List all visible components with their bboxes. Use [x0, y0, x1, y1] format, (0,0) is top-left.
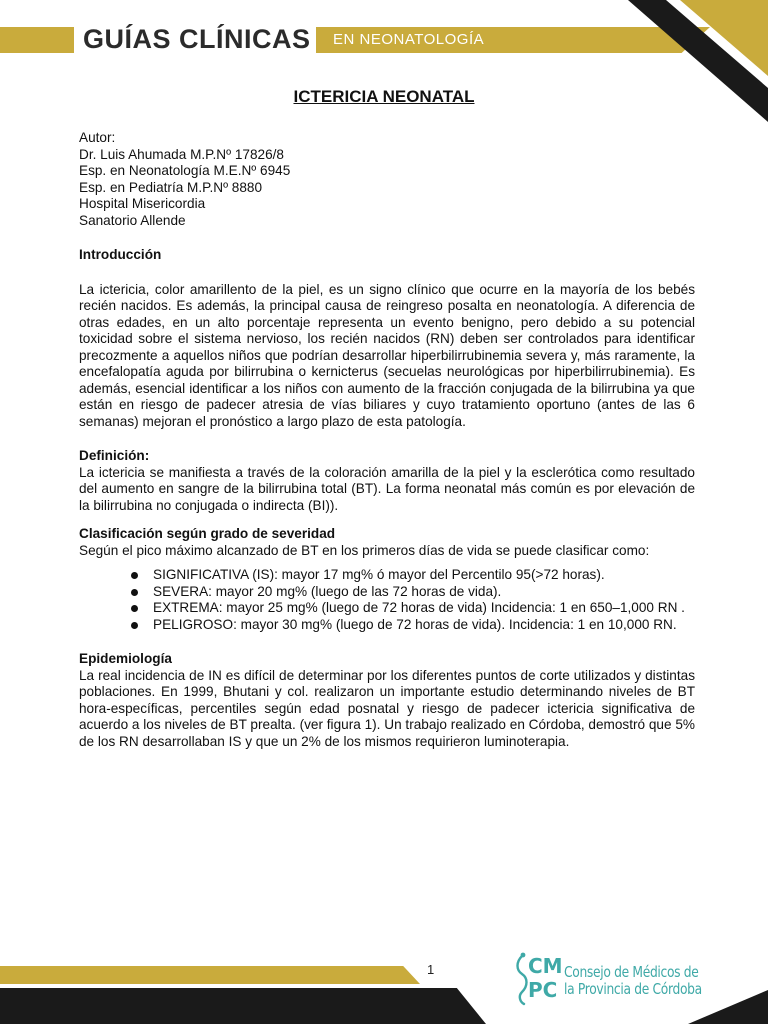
epidemiology-paragraph: La real incidencia de IN es difícil de determinar por los diferentes puntos de corte utilizados y distintas poblaciones. En 1999, Bhutani y col. realizaron un importante estudio determinando niveles de BT hora-específicas, percentiles según edad posnatal y riesgo de padecer ictericia significativa de acuerdo a los niveles de BT prealta. (ver figura 1). Un trabajo realizado en Córdoba, demostró que 5% de los RN desarrollaban IS y que un 2% de los mismos requirieron luminoterapia. — [79, 667, 695, 749]
definition-paragraph: La ictericia se manifiesta a través de la coloración amarilla de la piel y la esclerótica como resultado del aumento en sangre de la bilirrubina total (BT). La forma neonatal más común es por elevación de la bilirrubina no conjugada o indirecta (BI)). — [79, 464, 695, 513]
list-item-text: SIGNIFICATIVA (IS): mayor 17 mg% ó mayor del Percentilo 95(>72 horas). — [153, 567, 605, 582]
author-line: Esp. en Neonatología M.E.Nº 6945 — [79, 163, 291, 178]
page-number: 1 — [427, 962, 435, 977]
list-item — [131, 584, 686, 601]
bullet-icon — [131, 605, 138, 612]
author-block — [79, 130, 695, 229]
council-logo — [508, 950, 708, 1008]
author-label: Autor: — [79, 130, 116, 145]
footer-black-band — [0, 988, 486, 1024]
list-item-text: SEVERA: mayor 20 mg% (luego de las 72 horas de vida). — [153, 583, 502, 599]
list-item — [131, 600, 686, 617]
author-line: Hospital Misericordia — [79, 196, 206, 211]
author-line: Dr. Luis Ahumada M.P.Nº 17826/8 — [79, 146, 284, 162]
epidemiology-heading: Epidemiología — [79, 651, 172, 666]
spacer — [79, 264, 695, 282]
bullet-icon — [131, 572, 138, 579]
list-item-text: PELIGROSO: mayor 30 mg% (luego de 72 horas de vida). Incidencia: 1 en 10,000 RN. — [153, 616, 677, 632]
logo-monogram-bottom: PC — [528, 978, 558, 1002]
document-body — [79, 130, 695, 750]
list-item — [131, 617, 686, 634]
bullet-icon — [131, 622, 138, 629]
document-title: ICTERICIA NEONATAL — [293, 87, 475, 106]
list-item-text: EXTREMA: mayor 25 mg% (luego de 72 horas de vida) Incidencia: 1 en 650–1,000 RN . — [153, 600, 685, 615]
introduction-heading: Introducción — [79, 247, 162, 262]
introduction-paragraph: La ictericia, color amarillento de la piel, es un signo clínico que ocurre en la mayoría de los bebés recién nacidos. Es además, la principal causa de reingreso posalta en neonatología. A diferencia de otras edades, en un alto porcentaje representa un evento benigno, pero debido a su potencial toxicidad sobre el sistema nervioso, los recién nacidos (RN) deben ser controlados para identificar precozmente a aquellos niños que podrían desarrollar hiperbilirrubinemia severa y, más raramente, la encefalopatía aguda por bilirrubina o kernicterus (secuelas neurológicas por hiperbilirrubinemia). Es además, esencial identificar a los niños con aumento de la fracción conjugada de la bilirrubina ya que están en riesgo de padecer atresia de vías biliares y cuyo tratamiento oportuno (antes de las 6 semanas) mejoran el pronóstico a largo plazo de esta patología. — [79, 281, 695, 429]
spacer — [79, 633, 695, 651]
author-line: Sanatorio Allende — [79, 212, 186, 228]
logo-text-line: la Provincia de Córdoba — [564, 980, 702, 998]
logo-text — [564, 964, 702, 998]
author-line: Esp. en Pediatría M.P.Nº 8880 — [79, 179, 263, 195]
spacer — [79, 229, 695, 247]
spacer — [79, 430, 695, 448]
severity-list — [79, 567, 686, 633]
logo-monogram — [528, 954, 564, 1004]
logo-text-line: Consejo de Médicos de — [564, 963, 699, 981]
definition-heading: Definición: — [79, 448, 150, 463]
list-item — [131, 567, 686, 584]
classification-intro: Según el pico máximo alcanzado de BT en los primeros días de vida se puede clasificar como: — [79, 542, 650, 558]
header-subtitle: EN NEONATOLOGÍA — [333, 31, 485, 48]
bullet-icon — [131, 589, 138, 596]
spacer — [79, 514, 695, 526]
header-title: GUÍAS CLÍNICAS — [83, 24, 311, 54]
logo-monogram-top: CM — [528, 954, 563, 978]
footer-gold-band — [0, 966, 420, 984]
classification-heading: Clasificación según grado de severidad — [79, 526, 336, 541]
